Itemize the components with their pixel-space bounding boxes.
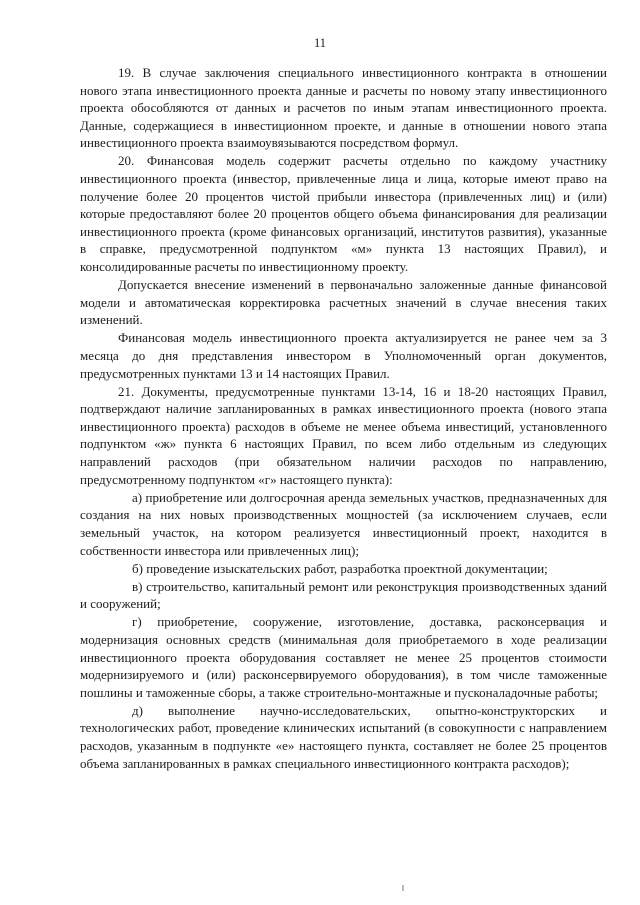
- list-item-d: д) выполнение научно-исследовательских, опытно-конструкторских и технологических работ, проведение клинических испытаний (в совокупности с направлением расходов, указанным в подпункте «е» настоящего пункта, составляет не более 25 процентов объема запланированных в рамках специального инвестиционного контракта расходов);: [80, 702, 607, 771]
- paragraph-19: 19. В случае заключения специального инвестиционного контракта в отношении нового этапа инвестиционного проекта данные и расчеты по новому этапу инвестиционного проекта обособляются от данных и расчетов по иным этапам инвестиционного проекта. Данные, содержащиеся в инвестиционном проекте, и данные в отношении нового этапа инвестиционного проекта взаимоувязываются посредством формул.: [80, 65, 607, 151]
- paragraph-21: 21. Документы, предусмотренные пунктами 13-14, 16 и 18-20 настоящих Правил, подтверждают наличие запланированных в рамках инвестиционного проекта (нового этапа инвестиционного проекта) расходов в объеме не менее объема инвестиций, установленного подпунктом «ж» пункта 6 настоящих Правил, по всем либо отдельным из следующих направлений расходов (при обязательном наличии расходов по направлению, предусмотренному подпунктом «г» настоящего пункта):: [80, 383, 607, 487]
- paragraph-20: 20. Финансовая модель содержит расчеты отдельно по каждому участнику инвестиционного проекта (инвестор, привлеченные лица и лица, которые имеют право на получение более 20 процентов чистой прибыли инвестора (привлеченных лиц) и (или) которые предоставляют более 20 процентов общего объема финансирования для реализации инвестиционного проекта (кроме финансовых организаций, институтов развития), указанные в справке, предусмотренной подпунктом «м» пункта 13 настоящих Правил), и консолидированные расчеты по инвестиционному проекту.: [80, 153, 607, 275]
- paragraph-20-amendments: Допускается внесение изменений в первоначально заложенные данные финансовой модели и автоматическая корректировка расчетных значений в случае внесения таких изменений.: [80, 277, 607, 328]
- paragraph-20-actualization: Финансовая модель инвестиционного проекта актуализируется не ранее чем за 3 месяца до дня представления инвестором в Уполномоченный орган документов, предусмотренных пунктами 13 и 14 настоящих Правил.: [80, 330, 607, 381]
- list-item-b: б) проведение изыскательских работ, разработка проектной документации;: [132, 560, 548, 576]
- document-body: [80, 64, 607, 773]
- list-item-g: г) приобретение, сооружение, изготовление, доставка, расконсервация и модернизация основных средств (минимальная доля приобретаемого в ходе реализации инвестиционного проекта оборудования составляет не менее 25 процентов стоимости модернизируемого и (или) расконсервируемого оборудования), в том числе таможенные пошлины и таможенные сборы, а также строительно-монтажные и пусконаладочные работы;: [80, 614, 607, 700]
- scan-artifact: [402, 885, 404, 891]
- list-item-v: в) строительство, капитальный ремонт или реконструкция производственных зданий и сооружений;: [80, 578, 607, 612]
- list-item-a: а) приобретение или долгосрочная аренда земельных участков, предназначенных для создания на них новых производственных мощностей (за исключением случаев, если земельный участок, на котором реализуется инвестиционный проект, находится в собственности инвестора или привлеченных лиц);: [80, 489, 607, 558]
- page-number: 11: [313, 36, 327, 50]
